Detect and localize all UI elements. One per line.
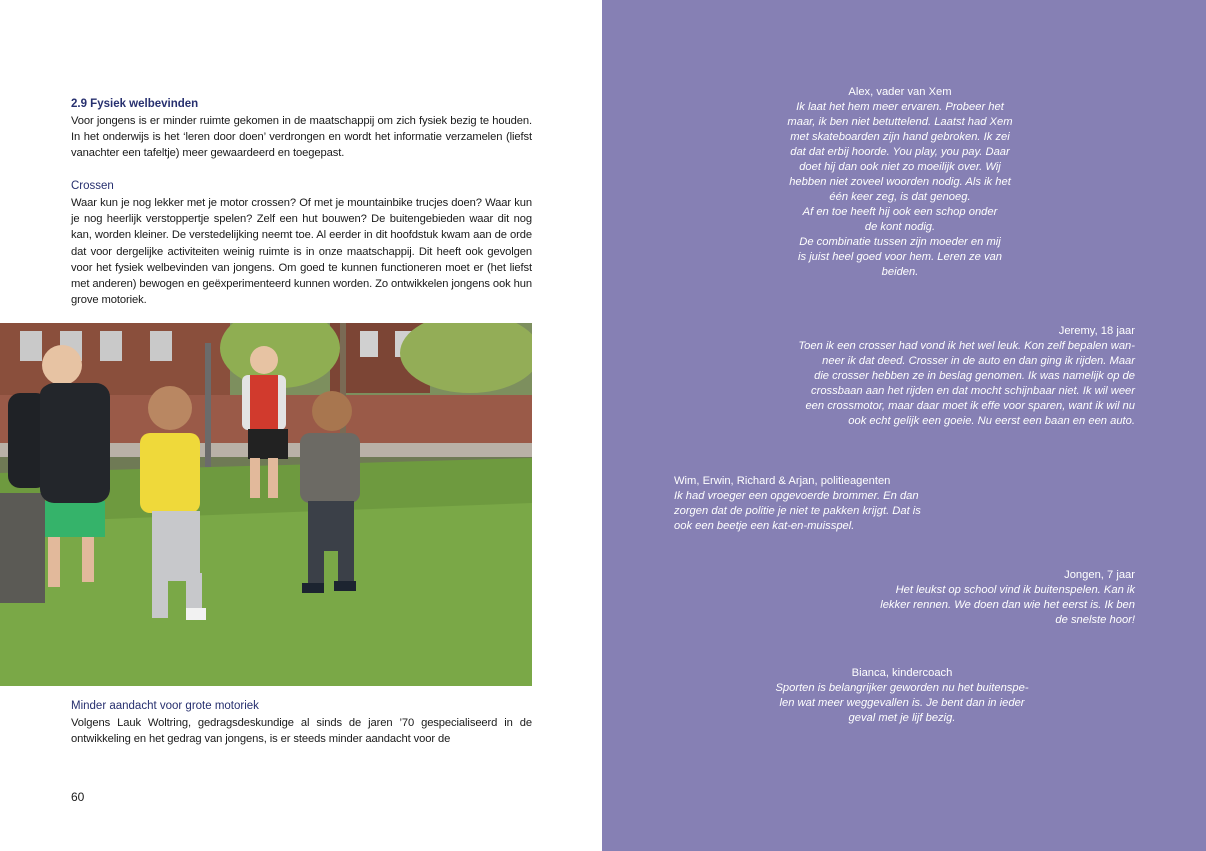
children-running-photo xyxy=(0,323,532,686)
quote-line: len wat meer weggevallen is. Je bent dan in ieder xyxy=(779,697,1025,709)
quote-line: Af en toe heeft hij ook een schop onder xyxy=(802,206,998,218)
motoriek-heading: Minder aandacht voor grote motoriek xyxy=(71,700,259,712)
quote-line: met skateboarden zijn hand gebroken. Ik zei xyxy=(790,131,1010,143)
quote-line: maar, ik ben niet betuttelend. Laatst had Xem xyxy=(787,116,1013,128)
quote-speaker: Jeremy, 18 jaar xyxy=(1058,325,1135,337)
quote-line: doet hij dan ook niet zo moeilijk over. Wij xyxy=(799,161,1001,173)
quote-politieagenten xyxy=(674,474,994,534)
left-page xyxy=(0,0,602,851)
quote-line: ook een beetje een kat-en-muisspel. xyxy=(674,520,855,532)
quote-line: een crossmotor, maar daar moet ik effe voor sparen, want ik wil nu xyxy=(805,400,1135,412)
quote-line: geval met je lijf bezig. xyxy=(848,712,956,724)
quote-line: één keer zeg, is dat genoeg. xyxy=(829,191,971,203)
quote-speaker: Alex, vader van Xem xyxy=(848,86,952,98)
quote-line: Toen ik een crosser had vond ik het wel leuk. Kon zelf bepalen wan- xyxy=(798,340,1135,352)
quote-line: De combinatie tussen zijn moeder en mij xyxy=(799,236,1001,248)
intro-paragraph: Voor jongens is er minder ruimte gekomen in de maatschappij om zich fysiek bezig te houden. In het onderwijs is het ‘leren door doen’ verdrongen en wordt het informatie verzamelen (liefst vanachter een tafeltje) meer gewaardeerd en toegepast. xyxy=(71,115,532,160)
quote-line: Het leukst op school vind ik buitenspelen. Kan ik xyxy=(895,584,1135,596)
quote-speaker: Jongen, 7 jaar xyxy=(1064,569,1135,581)
motoriek-paragraph: Volgens Lauk Woltring, gedragsdeskundige al sinds de jaren ’70 gespecialiseerd in de ontwikkeling en het gedrag van jongens, is er steeds minder aandacht voor de xyxy=(71,717,532,746)
page-number: 60 xyxy=(71,790,85,804)
quote-speaker: Bianca, kindercoach xyxy=(851,667,953,679)
quote-speaker: Wim, Erwin, Richard & Arjan, politieagenten xyxy=(674,475,891,487)
quote-line: de snelste hoor! xyxy=(1055,614,1135,626)
quote-line: neer ik dat deed. Crosser in de auto en dan ging ik rijden. Maar xyxy=(822,355,1135,367)
quote-bianca xyxy=(752,666,1052,726)
quote-line: de kont nodig. xyxy=(864,221,936,233)
quote-line: lekker rennen. We doen dan wie het eerst is. Ik ben xyxy=(880,599,1135,611)
quote-jongen xyxy=(832,568,1135,628)
quote-line: die crosser hebben ze in beslag genomen. Ik was namelijk op de xyxy=(814,370,1135,382)
quote-line: beiden. xyxy=(881,266,919,278)
quote-line: Ik laat het hem meer ervaren. Probeer het xyxy=(796,101,1004,113)
quote-line: ook echt gelijk een goeie. Nu eerst een baan en een auto. xyxy=(848,415,1135,427)
quote-alex xyxy=(750,85,1050,280)
quote-line: crossbaan aan het rijden en dat mocht schijnbaar niet. Ik wil weer xyxy=(811,385,1135,397)
crossen-paragraph: Waar kun je nog lekker met je motor crossen? Of met je mountainbike trucjes doen? Waar kun je nog heerlijk verstoppertje spelen? Zelf een hut bouwen? De buitengebieden waar dit nog kan, worden kleiner. De verstedelijking neemt toe. Al eerder in dit hoofdstuk kwam aan de orde dat voor dergelijke activiteiten weinig ruimte is in onze maatschappij. Dit heeft ook gevolgen voor het fysiek welbevinden van jongens. Om goed te kunnen functioneren moet er (het liefst met anderen) bewogen en geëxperimenteerd kunnen worden. Zo ontwikkelen jongens ook hun grove motoriek. xyxy=(71,197,532,307)
quote-line: zorgen dat de politie je niet te pakken krijgt. Dat is xyxy=(674,505,921,517)
quote-jeremy xyxy=(732,324,1135,429)
crossen-heading: Crossen xyxy=(71,180,114,192)
quote-line: hebben niet zoveel woorden nodig. Als ik het xyxy=(789,176,1011,188)
right-page xyxy=(602,0,1206,851)
quote-line: Sporten is belangrijker geworden nu het buitenspe- xyxy=(775,682,1029,694)
quote-line: Ik had vroeger een opgevoerde brommer. En dan xyxy=(674,490,919,502)
section-title: 2.9 Fysiek welbevinden xyxy=(71,98,199,110)
quote-line: is juist heel goed voor hem. Leren ze van xyxy=(798,251,1002,263)
quote-line: dat dat erbij hoorde. You play, you pay. Daar xyxy=(790,146,1010,158)
